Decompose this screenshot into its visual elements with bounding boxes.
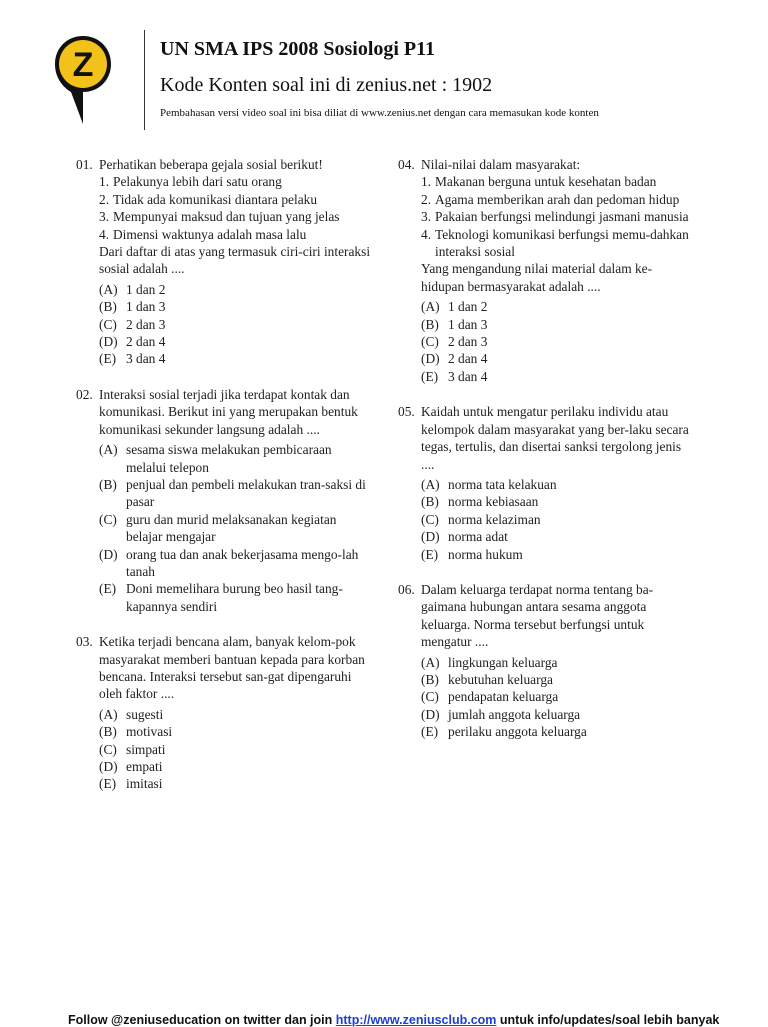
option-text: penjual dan pembeli melakukan tran-saksi di pasar bbox=[126, 476, 366, 510]
option-text: 2 dan 4 bbox=[126, 334, 166, 350]
header-divider bbox=[144, 30, 145, 130]
statement-number: 2. bbox=[99, 191, 110, 207]
answer-option[interactable] bbox=[421, 298, 690, 315]
question-text bbox=[398, 581, 690, 651]
option-letter: (D) bbox=[421, 706, 440, 722]
question-4 bbox=[398, 156, 690, 385]
option-letter: (C) bbox=[99, 741, 117, 757]
option-text: Doni memelihara burung beo hasil tang-kapannya sendiri bbox=[126, 581, 343, 614]
footer-prefix: Follow @zeniuseducation on twitter dan join bbox=[68, 1013, 336, 1027]
option-letter: (E) bbox=[99, 351, 117, 367]
option-letter: (D) bbox=[99, 759, 118, 774]
option-text: 1 dan 2 bbox=[448, 299, 488, 315]
answer-option[interactable] bbox=[421, 333, 690, 350]
question-number: 03. bbox=[76, 634, 93, 650]
option-text: perilaku anggota keluarga bbox=[448, 724, 587, 740]
footer-suffix: untuk info/updates/soal lebih banyak bbox=[496, 1013, 720, 1027]
question-number: 05. bbox=[398, 404, 415, 420]
option-letter: (E) bbox=[99, 776, 117, 792]
answer-options bbox=[398, 476, 690, 563]
option-text: 2 dan 4 bbox=[448, 351, 488, 367]
question-prompt: Dari daftar di atas yang termasuk ciri-ciri interaksi sosial adalah .... bbox=[99, 244, 371, 277]
question-text bbox=[398, 403, 690, 473]
option-letter: (D) bbox=[99, 546, 118, 562]
answer-option[interactable] bbox=[99, 546, 374, 581]
option-text: jumlah anggota keluarga bbox=[448, 706, 581, 722]
answer-option[interactable] bbox=[421, 493, 690, 510]
option-text: lingkungan keluarga bbox=[448, 654, 558, 670]
option-text: kebutuhan keluarga bbox=[448, 671, 553, 687]
option-text: sesama siswa melakukan pembicaraan melalui telepon bbox=[126, 442, 332, 475]
header bbox=[160, 36, 740, 120]
question-2 bbox=[76, 386, 374, 615]
question-number: 01. bbox=[76, 157, 93, 172]
option-text: norma kebiasaan bbox=[448, 494, 539, 510]
option-text: guru dan murid melaksanakan kegiatan belajar mengajar bbox=[126, 511, 337, 545]
answer-option[interactable] bbox=[99, 511, 374, 546]
answer-option[interactable] bbox=[99, 298, 374, 315]
answer-option[interactable] bbox=[99, 316, 374, 333]
option-letter: (B) bbox=[421, 671, 439, 687]
option-letter: (A) bbox=[99, 281, 118, 297]
option-text: 2 dan 3 bbox=[448, 334, 488, 350]
question-stem: Perhatikan beberapa gejala sosial berikut! bbox=[99, 157, 323, 172]
statement-text: Teknologi komunikasi berfungsi memu-dahkan interaksi sosial bbox=[435, 226, 689, 260]
answer-option[interactable] bbox=[421, 476, 690, 493]
question-stem: Dalam keluarga terdapat norma tentang ba-gaimana hubungan antara sesama anggota keluarga. Norma tersebut berfungsi untuk mengatur .... bbox=[421, 581, 654, 650]
statement-item bbox=[99, 226, 374, 243]
statement-item bbox=[99, 173, 374, 190]
option-letter: (C) bbox=[99, 511, 117, 527]
answer-option[interactable] bbox=[99, 441, 374, 476]
option-letter: (D) bbox=[421, 351, 440, 367]
option-letter: (A) bbox=[99, 442, 118, 458]
statement-number: 1. bbox=[421, 174, 432, 190]
footer-link[interactable]: http://www.zeniusclub.com bbox=[335, 1013, 497, 1027]
statement-item bbox=[421, 208, 690, 225]
option-letter: (B) bbox=[99, 724, 117, 740]
statement-number: 4. bbox=[421, 226, 432, 242]
question-1 bbox=[76, 156, 374, 368]
page-title: UN SMA IPS 2008 Sosiologi P11 bbox=[160, 38, 436, 60]
answer-option[interactable] bbox=[99, 723, 374, 740]
option-text: 3 dan 4 bbox=[126, 351, 166, 367]
option-letter: (D) bbox=[421, 529, 440, 545]
option-text: norma kelaziman bbox=[448, 511, 541, 527]
statement-text: Pelakunya lebih dari satu orang bbox=[113, 174, 282, 190]
statement-number: 2. bbox=[421, 191, 432, 207]
statement-text: Pakaian berfungsi melindungi jasmani manusia bbox=[435, 209, 689, 225]
answer-option[interactable] bbox=[421, 688, 690, 705]
option-text: 3 dan 4 bbox=[448, 368, 488, 384]
statement-number: 4. bbox=[99, 226, 110, 242]
question-number: 06. bbox=[398, 581, 415, 597]
option-letter: (A) bbox=[421, 299, 440, 315]
option-text: simpati bbox=[126, 741, 166, 757]
answer-option[interactable] bbox=[421, 511, 690, 528]
question-text bbox=[76, 386, 374, 438]
statement-item bbox=[99, 208, 374, 225]
option-letter: (E) bbox=[421, 368, 439, 384]
answer-option[interactable] bbox=[421, 723, 690, 740]
answer-option[interactable] bbox=[99, 333, 374, 350]
answer-option[interactable] bbox=[99, 580, 374, 615]
option-text: 2 dan 3 bbox=[126, 316, 166, 332]
answer-option[interactable] bbox=[99, 350, 374, 367]
question-text bbox=[398, 156, 690, 173]
right-column bbox=[398, 156, 690, 759]
option-letter: (C) bbox=[421, 511, 439, 527]
statement-text: Tidak ada komunikasi diantara pelaku bbox=[113, 191, 318, 207]
option-letter: (B) bbox=[421, 316, 439, 332]
statement-item bbox=[421, 226, 690, 261]
option-letter: (E) bbox=[421, 546, 439, 562]
question-stem: Nilai-nilai dalam masyarakat: bbox=[421, 157, 581, 172]
statement-number: 3. bbox=[421, 209, 432, 225]
question-text bbox=[76, 156, 374, 173]
question-prompt: Yang mengandung nilai material dalam ke-hidupan bermasyarakat adalah .... bbox=[421, 261, 653, 294]
question-3 bbox=[76, 633, 374, 793]
question-stem: Kaidah untuk mengatur perilaku individu atau kelompok dalam masyarakat yang ber-laku secara tegas, tertulis, dan disertai sanksi tergolong jenis .... bbox=[421, 404, 689, 472]
option-letter: (A) bbox=[421, 476, 440, 492]
question-number: 02. bbox=[76, 386, 93, 402]
answer-option[interactable] bbox=[99, 758, 374, 775]
question-6 bbox=[398, 581, 690, 741]
answer-options bbox=[76, 281, 374, 368]
logo-letter: Z bbox=[72, 46, 94, 84]
option-text: motivasi bbox=[126, 724, 173, 740]
question-stem: Ketika terjadi bencana alam, banyak kelom-pok masyarakat memberi bantuan kepada para korban bencana. Interaksi tersebut san-gat dipengaruhi oleh faktor .... bbox=[99, 634, 365, 702]
answer-option[interactable] bbox=[99, 281, 374, 298]
answer-option[interactable] bbox=[421, 706, 690, 723]
content-code: Kode Konten soal ini di zenius.net : 1902 bbox=[160, 74, 493, 96]
answer-option[interactable] bbox=[99, 775, 374, 792]
option-text: empati bbox=[126, 759, 163, 774]
answer-option[interactable] bbox=[421, 528, 690, 545]
answer-option[interactable] bbox=[99, 706, 374, 723]
option-letter: (D) bbox=[99, 334, 118, 350]
statement-item bbox=[421, 173, 690, 190]
option-text: norma hukum bbox=[448, 546, 523, 562]
statement-number: 3. bbox=[99, 209, 110, 225]
option-letter: (C) bbox=[99, 316, 117, 332]
zenius-logo bbox=[53, 34, 113, 126]
answer-options bbox=[76, 441, 374, 615]
question-text bbox=[76, 633, 374, 703]
statement-text: Makanan berguna untuk kesehatan badan bbox=[435, 174, 657, 190]
answer-options bbox=[398, 298, 690, 385]
question-5 bbox=[398, 403, 690, 563]
left-column bbox=[76, 156, 374, 811]
answer-option[interactable] bbox=[99, 741, 374, 758]
option-text: 1 dan 3 bbox=[448, 316, 488, 332]
option-letter: (B) bbox=[99, 299, 117, 315]
answer-option[interactable] bbox=[421, 316, 690, 333]
option-letter: (C) bbox=[421, 334, 439, 350]
statement-number: 1. bbox=[99, 174, 110, 190]
statement-list bbox=[398, 173, 690, 260]
answer-options bbox=[398, 654, 690, 741]
answer-option[interactable] bbox=[99, 476, 374, 511]
answer-option[interactable] bbox=[421, 546, 690, 563]
option-letter: (A) bbox=[421, 654, 440, 670]
header-note: Pembahasan versi video soal ini bisa diliat di www.zenius.net dengan cara memasukan kode konten bbox=[160, 107, 599, 119]
option-text: norma adat bbox=[448, 529, 508, 545]
statement-item bbox=[99, 191, 374, 208]
option-letter: (E) bbox=[99, 581, 117, 597]
answer-option[interactable] bbox=[421, 671, 690, 688]
option-text: 1 dan 2 bbox=[126, 281, 166, 297]
option-text: sugesti bbox=[126, 706, 164, 722]
answer-option[interactable] bbox=[421, 368, 690, 385]
footer bbox=[68, 1013, 719, 1027]
option-letter: (B) bbox=[99, 476, 117, 492]
option-letter: (A) bbox=[99, 706, 118, 722]
statement-list bbox=[76, 173, 374, 243]
option-text: imitasi bbox=[126, 776, 163, 792]
option-letter: (B) bbox=[421, 494, 439, 510]
statement-text: Dimensi waktunya adalah masa lalu bbox=[113, 226, 307, 242]
option-letter: (C) bbox=[421, 689, 439, 705]
answer-option[interactable] bbox=[421, 350, 690, 367]
option-letter: (E) bbox=[421, 724, 439, 740]
statement-item bbox=[421, 191, 690, 208]
option-text: pendapatan keluarga bbox=[448, 689, 559, 705]
answer-options bbox=[76, 706, 374, 793]
question-number: 04. bbox=[398, 157, 415, 172]
statement-text: Mempunyai maksud dan tujuan yang jelas bbox=[113, 209, 340, 225]
statement-text: Agama memberikan arah dan pedoman hidup bbox=[435, 191, 680, 207]
question-stem: Interaksi sosial terjadi jika terdapat kontak dan komunikasi. Berikut ini yang merupakan bentuk komunikasi sekunder langsung adalah .... bbox=[99, 386, 358, 437]
option-text: 1 dan 3 bbox=[126, 299, 166, 315]
option-text: orang tua dan anak bekerjasama mengo-lah tanah bbox=[126, 546, 359, 579]
answer-option[interactable] bbox=[421, 654, 690, 671]
option-text: norma tata kelakuan bbox=[448, 476, 557, 492]
